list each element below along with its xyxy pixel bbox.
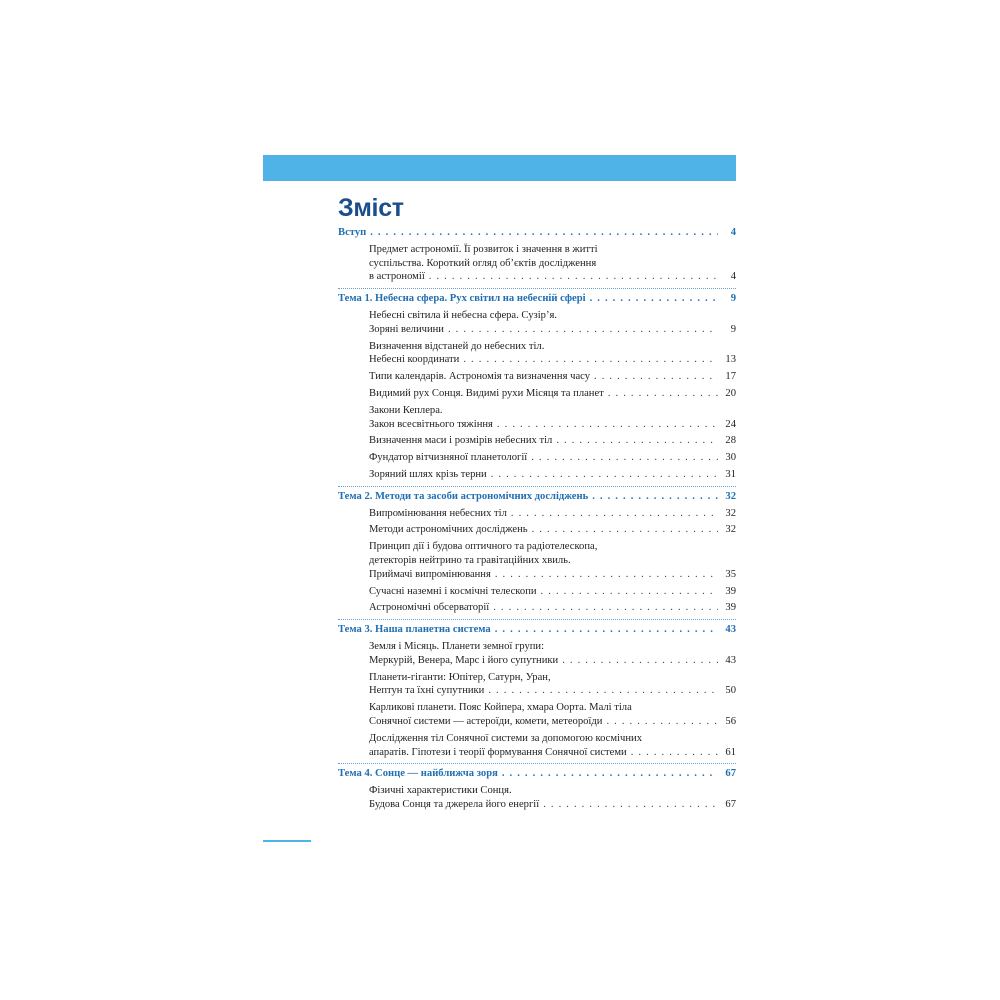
section-heading[interactable] — [338, 623, 736, 637]
toc-section — [338, 223, 736, 289]
toc-entry[interactable] — [338, 671, 736, 699]
entry-last-line — [369, 451, 736, 465]
page-number: 39 — [725, 585, 736, 597]
entry-text: Астрономічні обсерваторії — [369, 602, 490, 614]
page-number: 20 — [725, 387, 736, 399]
dot-leader — [594, 370, 718, 384]
page-number: 39 — [725, 602, 736, 614]
page-number: 35 — [725, 568, 736, 580]
toc-section — [338, 487, 736, 620]
page-number: 56 — [725, 715, 736, 727]
dot-leader — [488, 684, 718, 698]
section-heading-text: Тема 4. Сонце — найближча зоря — [338, 768, 498, 780]
entry-last-line — [369, 468, 736, 482]
entry-text-line: Визначення відстаней до небесних тіл. — [369, 340, 545, 352]
entry-last-line — [369, 270, 736, 284]
section-heading[interactable] — [338, 490, 736, 504]
entry-text-line: Предмет астрономії. Її розвиток і значення в житті — [369, 243, 598, 255]
page-number: 30 — [725, 452, 736, 464]
entry-text: Випромінювання небесних тіл — [369, 507, 507, 519]
dot-leader — [495, 568, 718, 582]
entry-last-line — [369, 601, 736, 615]
dot-leader — [562, 654, 718, 668]
entry-text: Приймачі випромінювання — [369, 568, 491, 580]
dot-leader — [556, 434, 718, 448]
page-number: 17 — [725, 371, 736, 383]
toc-entry[interactable] — [338, 732, 736, 760]
entry-text: Закон всесвітнього тяжіння — [369, 418, 493, 430]
entry-last-line — [369, 684, 736, 698]
page-number: 67 — [725, 768, 736, 780]
section-heading[interactable] — [338, 767, 736, 781]
entry-last-line — [369, 353, 736, 367]
toc-entry[interactable] — [338, 640, 736, 668]
entry-text-line: Земля і Місяць. Планети земної групи: — [369, 640, 545, 652]
dot-leader — [463, 353, 718, 367]
page-number: 4 — [730, 271, 736, 283]
page-number: 28 — [725, 435, 736, 447]
dot-leader — [543, 798, 718, 812]
dot-leader — [495, 623, 718, 637]
page-number: 32 — [725, 490, 736, 502]
page-number: 9 — [730, 323, 736, 335]
toc-entry[interactable] — [338, 309, 736, 337]
dot-leader — [429, 270, 718, 284]
toc-entry[interactable] — [338, 370, 736, 384]
entry-last-line — [369, 715, 736, 729]
entry-last-line — [369, 654, 736, 668]
entry-last-line — [369, 585, 736, 599]
dot-leader — [502, 767, 718, 781]
entry-text: Методи астрономічних досліджень — [369, 524, 528, 536]
toc-section — [338, 289, 736, 487]
entry-text: Сучасні наземні і космічні телескопи — [369, 585, 537, 597]
entry-last-line — [369, 387, 736, 401]
entry-text: Зоряні величини — [369, 323, 444, 335]
dot-leader — [511, 507, 718, 521]
entry-text-line: детекторів нейтрино та гравітаційних хвиль. — [369, 554, 571, 566]
toc-entry[interactable] — [338, 340, 736, 368]
toc-entry[interactable] — [338, 243, 736, 284]
page-number: 61 — [725, 746, 736, 758]
entry-text-line: Дослідження тіл Сонячної системи за допомогою космічних — [369, 732, 642, 744]
header-color-band — [263, 155, 736, 181]
entry-text: Нептун та їхні супутники — [369, 685, 485, 697]
toc-entry[interactable] — [338, 585, 736, 599]
entry-text: Видимий рух Сонця. Видимі рухи Місяця та планет — [369, 387, 604, 399]
entry-text: Небесні координати — [369, 354, 460, 366]
entry-text-line: Планети-гіганти: Юпітер, Сатурн, Уран, — [369, 671, 551, 683]
entry-text: апаратів. Гіпотези і теорії формування Сонячної системи — [369, 746, 627, 758]
entry-text: Типи календарів. Астрономія та визначення часу — [369, 371, 590, 383]
dot-leader — [491, 468, 718, 482]
table-of-contents — [338, 223, 736, 816]
toc-entry[interactable] — [338, 540, 736, 581]
dot-leader — [493, 601, 718, 615]
entry-text-line: суспільства. Короткий огляд об’єктів дослідження — [369, 257, 597, 269]
section-heading-text: Тема 2. Методи та засоби астрономічних досліджень — [338, 490, 589, 502]
page-number: 43 — [725, 654, 736, 666]
toc-entry[interactable] — [338, 507, 736, 521]
dot-leader — [531, 451, 718, 465]
page-number: 4 — [730, 227, 736, 238]
toc-entry[interactable] — [338, 784, 736, 812]
entry-last-line — [369, 418, 736, 432]
entry-last-line — [369, 523, 736, 537]
toc-entry[interactable] — [338, 701, 736, 729]
entry-text: Зоряний шлях крізь терни — [369, 468, 487, 480]
toc-entry[interactable] — [338, 468, 736, 482]
toc-section — [338, 764, 736, 815]
entry-last-line — [369, 434, 736, 448]
page-number: 24 — [725, 418, 736, 430]
entry-text: Будова Сонця та джерела його енергії — [369, 798, 540, 810]
toc-entry[interactable] — [338, 451, 736, 465]
dot-leader — [448, 323, 718, 337]
entry-last-line — [369, 370, 736, 384]
section-heading[interactable] — [338, 226, 736, 240]
toc-section — [338, 620, 736, 764]
entry-text-line: Небесні світила й небесна сфера. Сузір’я. — [369, 309, 558, 321]
entry-last-line — [369, 507, 736, 521]
entry-last-line — [369, 323, 736, 337]
toc-entry[interactable] — [338, 404, 736, 432]
entry-last-line — [369, 568, 736, 582]
dot-leader — [532, 523, 718, 537]
page-number: 50 — [725, 685, 736, 697]
dot-leader — [606, 715, 718, 729]
section-heading[interactable] — [338, 292, 736, 306]
entry-text-line: Закони Кеплера. — [369, 404, 443, 416]
footer-rule — [263, 840, 311, 842]
section-heading-text: Тема 1. Небесна сфера. Рух світил на небесній сфері — [338, 293, 586, 305]
dot-leader — [541, 585, 718, 599]
page-number: 43 — [725, 624, 736, 636]
dot-leader — [370, 226, 718, 240]
section-heading-text: Вступ — [338, 227, 367, 238]
entry-text: Фундатор вітчизняної планетології — [369, 452, 528, 464]
toc-entry[interactable] — [338, 387, 736, 401]
entry-text-line: Принцип дії і будова оптичного та радіотелескопа, — [369, 541, 598, 553]
page-number: 31 — [725, 468, 736, 480]
dot-leader — [608, 387, 718, 401]
section-heading-text: Тема 3. Наша планетна система — [338, 624, 491, 636]
page-number: 9 — [730, 293, 736, 305]
toc-entry[interactable] — [338, 601, 736, 615]
entry-text: Сонячної системи — астероїди, комети, метеороїди — [369, 715, 603, 727]
dot-leader — [497, 418, 718, 432]
dot-leader — [590, 292, 718, 306]
page-number: 13 — [725, 354, 736, 366]
entry-last-line — [369, 746, 736, 760]
entry-text: в астрономії — [369, 271, 425, 283]
page-title: Зміст — [338, 194, 404, 222]
entry-last-line — [369, 798, 736, 812]
entry-text: Визначення маси і розмірів небесних тіл — [369, 435, 553, 447]
entry-text-line: Фізичні характеристики Сонця. — [369, 785, 512, 797]
toc-entry[interactable] — [338, 434, 736, 448]
page-number: 32 — [725, 524, 736, 536]
page-number: 67 — [725, 798, 736, 810]
entry-text-line: Карликові планети. Пояс Койпера, хмара Оорта. Малі тіла — [369, 702, 632, 714]
entry-text: Меркурій, Венера, Марс і його супутники — [369, 654, 559, 666]
dot-leader — [592, 490, 718, 504]
dot-leader — [631, 746, 718, 760]
toc-entry[interactable] — [338, 523, 736, 537]
page-number: 32 — [725, 507, 736, 519]
